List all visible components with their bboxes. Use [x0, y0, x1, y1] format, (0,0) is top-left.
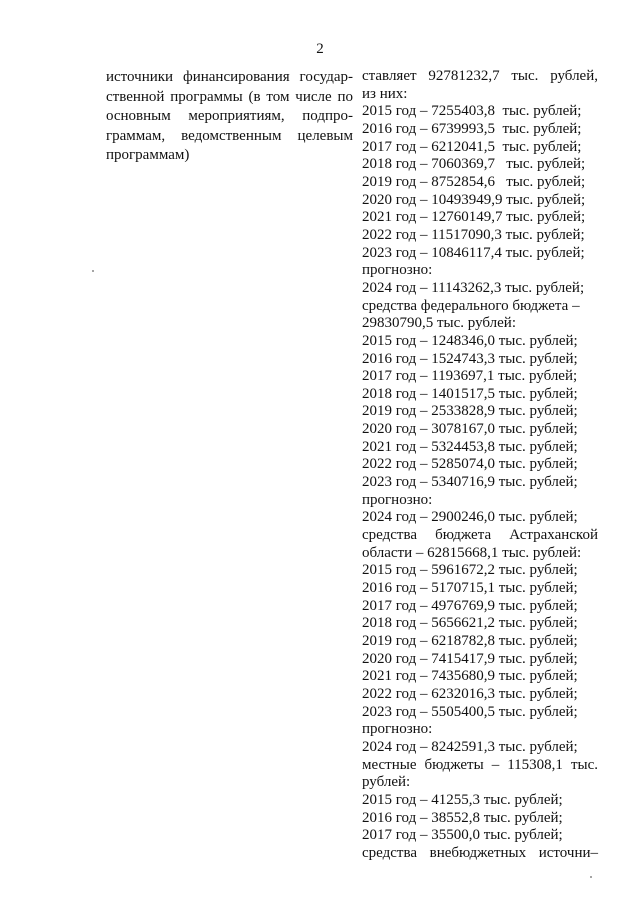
- amount-line: 2015 год – 1248346,0 тыс. рублей;: [362, 332, 578, 349]
- amount-line: средства внебюджетных источни–: [362, 844, 598, 861]
- scan-speck: [590, 876, 592, 878]
- amount-line: 2021 год – 7435680,9 тыс. рублей;: [362, 668, 578, 685]
- amount-line: прогнозно:: [362, 721, 433, 738]
- amount-line: 2021 год – 5324453,8 тыс. рублей;: [362, 438, 578, 455]
- amount-line: 2024 год – 8242591,3 тыс. рублей;: [362, 738, 578, 755]
- amount-line: 2016 год – 1524743,3 тыс. рублей;: [362, 350, 578, 367]
- label-line: основным мероприятиям, подпро-: [106, 108, 353, 124]
- amount-line: 2017 год – 4976769,9 тыс. рублей;: [362, 597, 578, 614]
- amount-line: рублей:: [362, 774, 411, 791]
- funding-amounts: [362, 68, 598, 863]
- amount-line: 2016 год – 5170715,1 тыс. рублей;: [362, 580, 578, 597]
- amount-line: 2024 год – 2900246,0 тыс. рублей;: [362, 509, 578, 526]
- amount-line: 2021 год – 12760149,7 тыс. рублей;: [362, 209, 586, 226]
- amount-line: 2020 год – 7415417,9 тыс. рублей;: [362, 650, 578, 667]
- amount-line: 2022 год – 6232016,3 тыс. рублей;: [362, 685, 578, 702]
- amount-line: местные бюджеты – 115308,1 тыс.: [362, 756, 598, 773]
- amount-line: 2023 год – 5505400,5 тыс. рублей;: [362, 703, 578, 720]
- funding-sources-label: [106, 68, 353, 166]
- amount-line: 2015 год – 5961672,2 тыс. рублей;: [362, 562, 578, 579]
- label-line: ственной программы (в том числе по: [106, 88, 353, 105]
- amount-line: ставляет 92781232,7 тыс. рублей,: [362, 68, 598, 84]
- amount-line: прогнозно:: [362, 262, 433, 279]
- label-line: источники финансирования государ-: [106, 69, 353, 85]
- amount-line: 2019 год – 6218782,8 тыс. рублей;: [362, 633, 578, 649]
- amount-line: 2022 год – 5285074,0 тыс. рублей;: [362, 456, 578, 473]
- amount-line: 2020 год – 10493949,9 тыс. рублей;: [362, 191, 586, 208]
- amount-line: 2018 год – 5656621,2 тыс. рублей;: [362, 615, 578, 632]
- amount-line: 2018 год – 1401517,5 тыс. рублей;: [362, 385, 578, 402]
- amount-line: 2020 год – 3078167,0 тыс. рублей;: [362, 421, 578, 438]
- amount-line: 2018 год – 7060369,7 тыс. рублей;: [362, 156, 586, 173]
- amount-line: средства федерального бюджета –: [362, 297, 580, 314]
- amount-line: 2022 год – 11517090,3 тыс. рублей;: [362, 226, 585, 243]
- amount-line: 2017 год – 6212041,5 тыс. рублей;: [362, 138, 582, 155]
- page-number: 2: [316, 41, 324, 57]
- scan-speck: [92, 270, 94, 272]
- amount-line: области – 62815668,1 тыс. рублей:: [362, 544, 582, 561]
- amount-line: 2019 год – 8752854,6 тыс. рублей;: [362, 173, 586, 190]
- amount-line: 2016 год – 38552,8 тыс. рублей;: [362, 809, 563, 826]
- amount-line: 2016 год – 6739993,5 тыс. рублей;: [362, 120, 582, 137]
- amount-line: 2017 год – 1193697,1 тыс. рублей;: [362, 368, 578, 385]
- amount-line: 2015 год – 7255403,8 тыс. рублей;: [362, 103, 582, 120]
- amount-line: 2017 год – 35500,0 тыс. рублей;: [362, 827, 563, 844]
- amount-line: 2019 год – 2533828,9 тыс. рублей;: [362, 403, 578, 420]
- amount-line: 29830790,5 тыс. рублей:: [362, 315, 516, 332]
- label-line: граммам, ведомственным целевым: [106, 127, 353, 144]
- amount-line: 2023 год – 5340716,9 тыс. рублей;: [362, 474, 578, 491]
- amount-line: средства бюджета Астраханской: [362, 527, 598, 544]
- amount-line: прогнозно:: [362, 491, 433, 508]
- amount-line: 2023 год – 10846117,4 тыс. рублей;: [362, 244, 585, 261]
- label-line: программам): [106, 147, 190, 163]
- amount-line: 2024 год – 11143262,3 тыс. рублей;: [362, 279, 585, 296]
- amount-line: из них:: [362, 85, 408, 102]
- amount-line: 2015 год – 41255,3 тыс. рублей;: [362, 791, 563, 808]
